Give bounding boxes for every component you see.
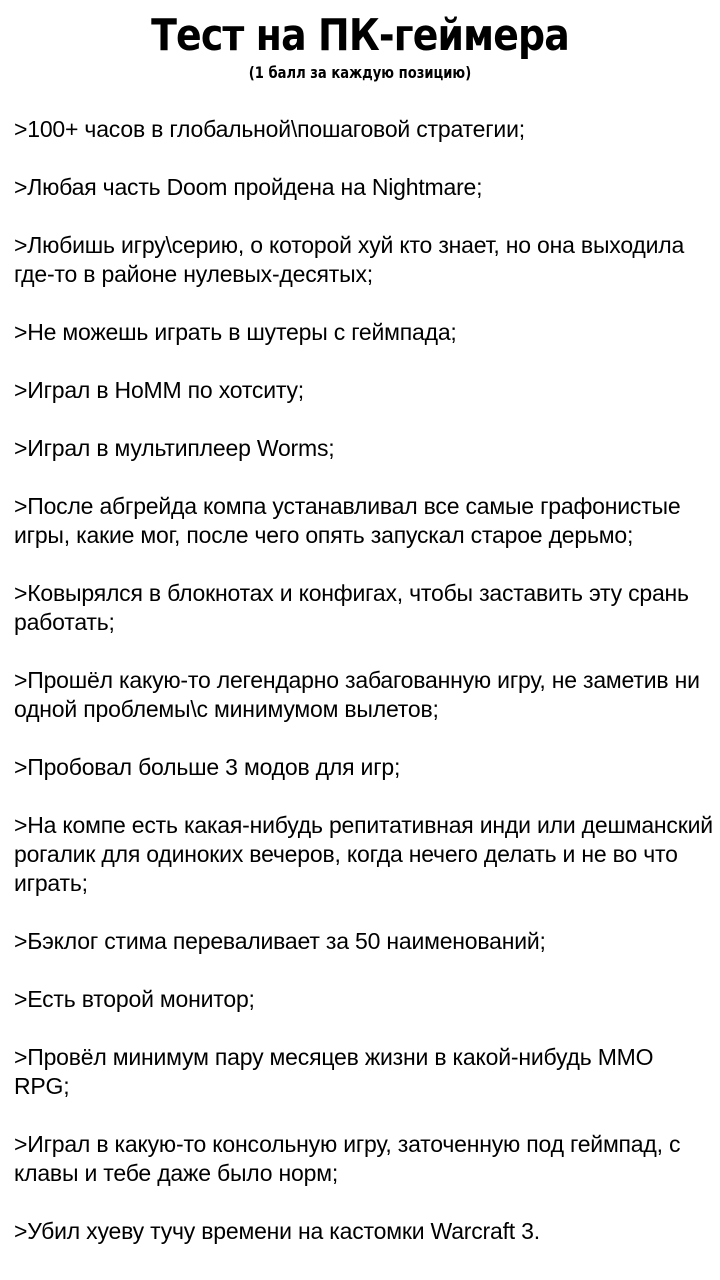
list-item: >Любая часть Doom пройдена на Nightmare;: [14, 174, 483, 200]
list-item: >На компе есть какая-нибудь репитативная инди или дешманский рогалик для одиноких вечеров, когда нечего делать и не во что играть;: [14, 812, 713, 896]
list-item: >Любишь игру\серию, о которой хуй кто знает, но она выходила где-то в районе нулевых-десятых;: [14, 232, 685, 287]
list-item: >Есть второй монитор;: [14, 986, 255, 1012]
list-item: >100+ часов в глобальной\пошаговой стратегии;: [14, 116, 525, 142]
list-item: >Прошёл какую-то легендарно забагованную игру, не заметив ни одной проблемы\с минимумом вылетов;: [14, 667, 700, 722]
list-item: >Не можешь играть в шутеры с геймпада;: [14, 319, 457, 345]
criteria-list: [14, 115, 714, 1275]
list-item: >После абгрейда компа устанавливал все самые графонистые игры, какие мог, после чего опять запускал старое дерьмо;: [14, 493, 681, 548]
list-item: >Пробовал больше 3 модов для игр;: [14, 754, 401, 780]
page-subtitle: (1 балл за каждую позицию): [248, 63, 472, 82]
list-item: >Ковырялся в блокнотах и конфигах, чтобы заставить эту срань работать;: [14, 580, 689, 635]
list-item: >Бэклог стима переваливает за 50 наименований;: [14, 928, 546, 954]
page-title: Тест на ПК-геймера: [151, 10, 569, 61]
list-item: >Убил хуеву тучу времени на кастомки Warcraft 3.: [14, 1218, 540, 1244]
list-item: >Провёл минимум пару месяцев жизни в какой-нибудь MMO RPG;: [14, 1044, 654, 1099]
list-item: >Играл в какую-то консольную игру, заточенную под геймпад, с клавы и тебе даже было норм;: [14, 1131, 681, 1186]
list-item: >Играл в HoMM по хотситу;: [14, 377, 304, 403]
list-item: >Играл в мультиплеер Worms;: [14, 435, 335, 461]
